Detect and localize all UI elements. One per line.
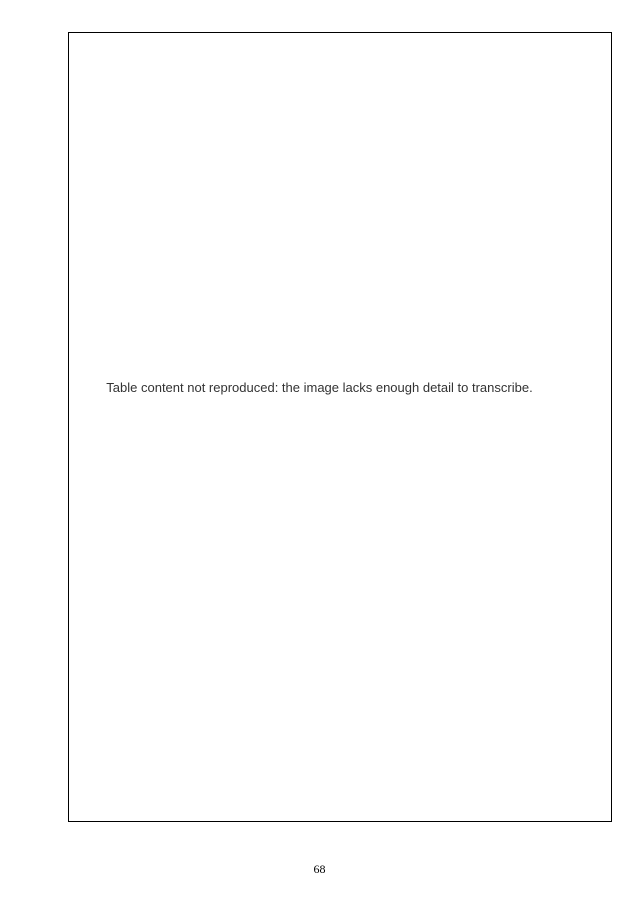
page-number: 68 [313,862,326,876]
table-frame [68,32,612,822]
placeholder-notice: Table content not reproduced: the image lacks enough detail to transcribe. [106,380,533,395]
